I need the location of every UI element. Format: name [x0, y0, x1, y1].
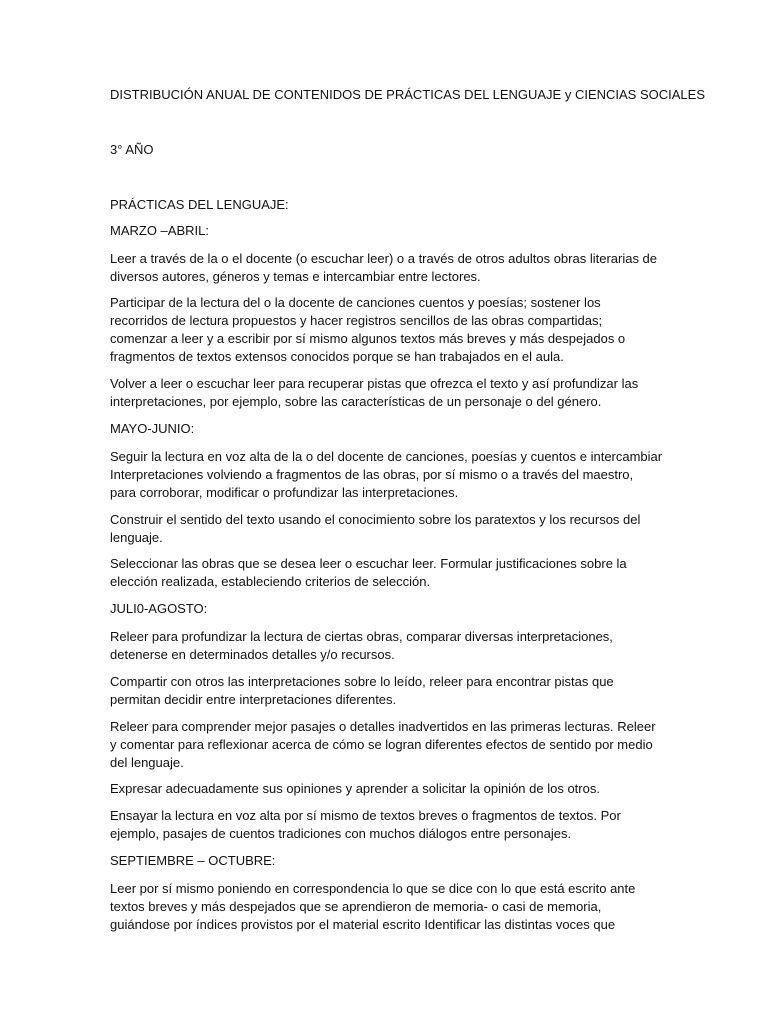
paragraph-line: Seleccionar las obras que se desea leer o escuchar leer. Formular justificaciones sobre la	[110, 556, 627, 571]
period-heading: MARZO –ABRIL:	[110, 223, 209, 238]
paragraph-line: textos breves y más despejados que se aprendieron de memoria- o casi de memoria,	[110, 899, 602, 914]
paragraph-line: comenzar a leer y a escribir por sí mismo algunos textos más breves y más despejados o	[110, 331, 626, 346]
period-heading: MAYO-JUNIO:	[110, 421, 195, 436]
paragraph-line: Leer por sí mismo poniendo en correspondencia lo que se dice con lo que está escrito ante	[110, 881, 636, 896]
paragraph-line: para corroborar, modificar o profundizar las interpretaciones.	[110, 485, 459, 500]
paragraph-line: Volver a leer o escuchar leer para recuperar pistas que ofrezca el texto y así profundizar las	[110, 376, 639, 391]
paragraph-line: Participar de la lectura del o la docente de canciones cuentos y poesías; sostener los	[110, 295, 601, 310]
paragraph-line: recorridos de lectura propuestos y hacer registros sencillos de las obras compartidas;	[110, 313, 603, 328]
grade-heading: 3° AÑO	[110, 142, 154, 157]
paragraph-line: elección realizada, estableciendo criterios de selección.	[110, 574, 431, 589]
paragraph-line: Ensayar la lectura en voz alta por sí mismo de textos breves o fragmentos de textos. Por	[110, 808, 621, 823]
paragraph-line: Construir el sentido del texto usando el conocimiento sobre los paratextos y los recursos del	[110, 512, 641, 527]
paragraph-line: Compartir con otros las interpretaciones sobre lo leído, releer para encontrar pistas que	[110, 674, 614, 689]
period-heading: JULI0-AGOSTO:	[110, 601, 208, 616]
paragraph-line: y comentar para reflexionar acerca de cómo se logran diferentes efectos de sentido por medio	[110, 737, 653, 752]
document-title: DISTRIBUCIÓN ANUAL DE CONTENIDOS DE PRÁCTICAS DEL LENGUAJE y CIENCIAS SOCIALES	[110, 87, 705, 102]
paragraph-line: permitan decidir entre interpretaciones diferentes.	[110, 692, 397, 707]
paragraph-line: Releer para comprender mejor pasajes o detalles inadvertidos en las primeras lecturas. Releer	[110, 719, 656, 734]
paragraph-line: Seguir la lectura en voz alta de la o del docente de canciones, poesías y cuentos e intercambiar	[110, 449, 663, 464]
section-heading: PRÁCTICAS DEL LENGUAJE:	[110, 197, 289, 212]
paragraph-line: Expresar adecuadamente sus opiniones y aprender a solicitar la opinión de los otros.	[110, 781, 600, 796]
paragraph-line: ejemplo, pasajes de cuentos tradiciones con muchos diálogos entre personajes.	[110, 826, 572, 841]
paragraph-line: del lenguaje.	[110, 755, 184, 770]
period-heading: SEPTIEMBRE – OCTUBRE:	[110, 853, 276, 868]
paragraph-line: detenerse en determinados detalles y/o recursos.	[110, 647, 395, 662]
paragraph-line: interpretaciones, por ejemplo, sobre las características de un personaje o del género.	[110, 394, 602, 409]
paragraph-line: fragmentos de textos extensos conocidos porque se han trabajados en el aula.	[110, 349, 564, 364]
paragraph-line: Leer a través de la o el docente (o escuchar leer) o a través de otros adultos obras literarias de	[110, 251, 658, 266]
paragraph-line: Releer para profundizar la lectura de ciertas obras, comparar diversas interpretaciones,	[110, 629, 613, 644]
paragraph-line: diversos autores, géneros y temas e intercambiar entre lectores.	[110, 269, 481, 284]
paragraph-line: lenguaje.	[110, 530, 163, 545]
paragraph-line: Interpretaciones volviendo a fragmentos de las obras, por sí mismo o a través del maestro,	[110, 467, 634, 482]
paragraph-line: guiándose por índices provistos por el material escrito Identificar las distintas voces que	[110, 917, 616, 932]
